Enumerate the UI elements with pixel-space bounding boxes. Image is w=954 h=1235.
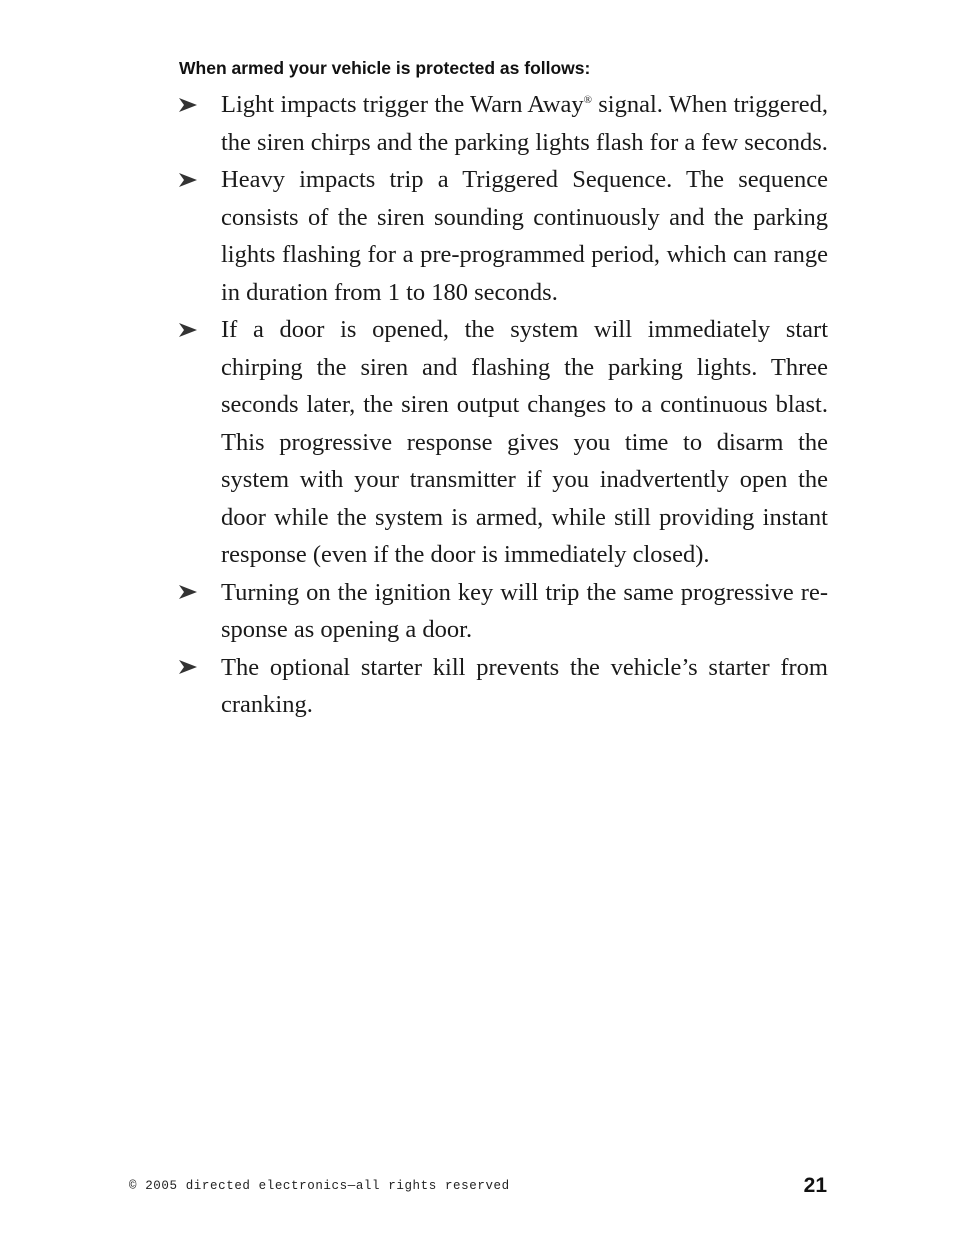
- registered-mark: ®: [583, 94, 593, 106]
- arrowhead-bullet-icon: [179, 649, 201, 687]
- list-item-text: Turning on the ignition key will trip the same progressive response as opening a door.: [221, 578, 828, 643]
- arrowhead-bullet-icon: [179, 311, 201, 349]
- list-item: [179, 311, 828, 574]
- list-item: [179, 574, 828, 649]
- page-number: 21: [803, 1174, 827, 1197]
- list-item-text: Light impacts trigger the Warn Away® signal. When triggered, the siren chirps and the parking lights flash for a few seconds.: [221, 91, 829, 156]
- list-item: [179, 649, 828, 724]
- list-item-text: If a door is opened, the system will immediately start chirping the siren and flashing the parking lights. Three seconds later, the siren output changes to a continuous blast. This progressive response gives you time to disarm the system with your transmitter if you inadvertently open the door while the system is armed, while still providing instant response (even if the door is immediately closed).: [221, 316, 828, 568]
- list-item: [179, 161, 828, 311]
- arrowhead-bullet-icon: [179, 161, 201, 199]
- protection-list: [179, 86, 828, 724]
- arrowhead-bullet-icon: [179, 574, 201, 612]
- footer-copyright: © 2005 directed electronics—all rights reserved: [129, 1179, 510, 1193]
- section-heading: When armed your vehicle is protected as follows:: [179, 58, 591, 78]
- list-item: [179, 86, 828, 161]
- list-item-text: The optional starter kill prevents the vehicle’s starter from cranking.: [221, 653, 828, 718]
- arrowhead-bullet-icon: [179, 86, 201, 124]
- list-item-text: Heavy impacts trip a Triggered Sequence. The sequence consists of the siren sounding continuously and the parking lights flashing for a pre-programmed period, which can range in duration from 1 to 180 seconds.: [221, 166, 828, 306]
